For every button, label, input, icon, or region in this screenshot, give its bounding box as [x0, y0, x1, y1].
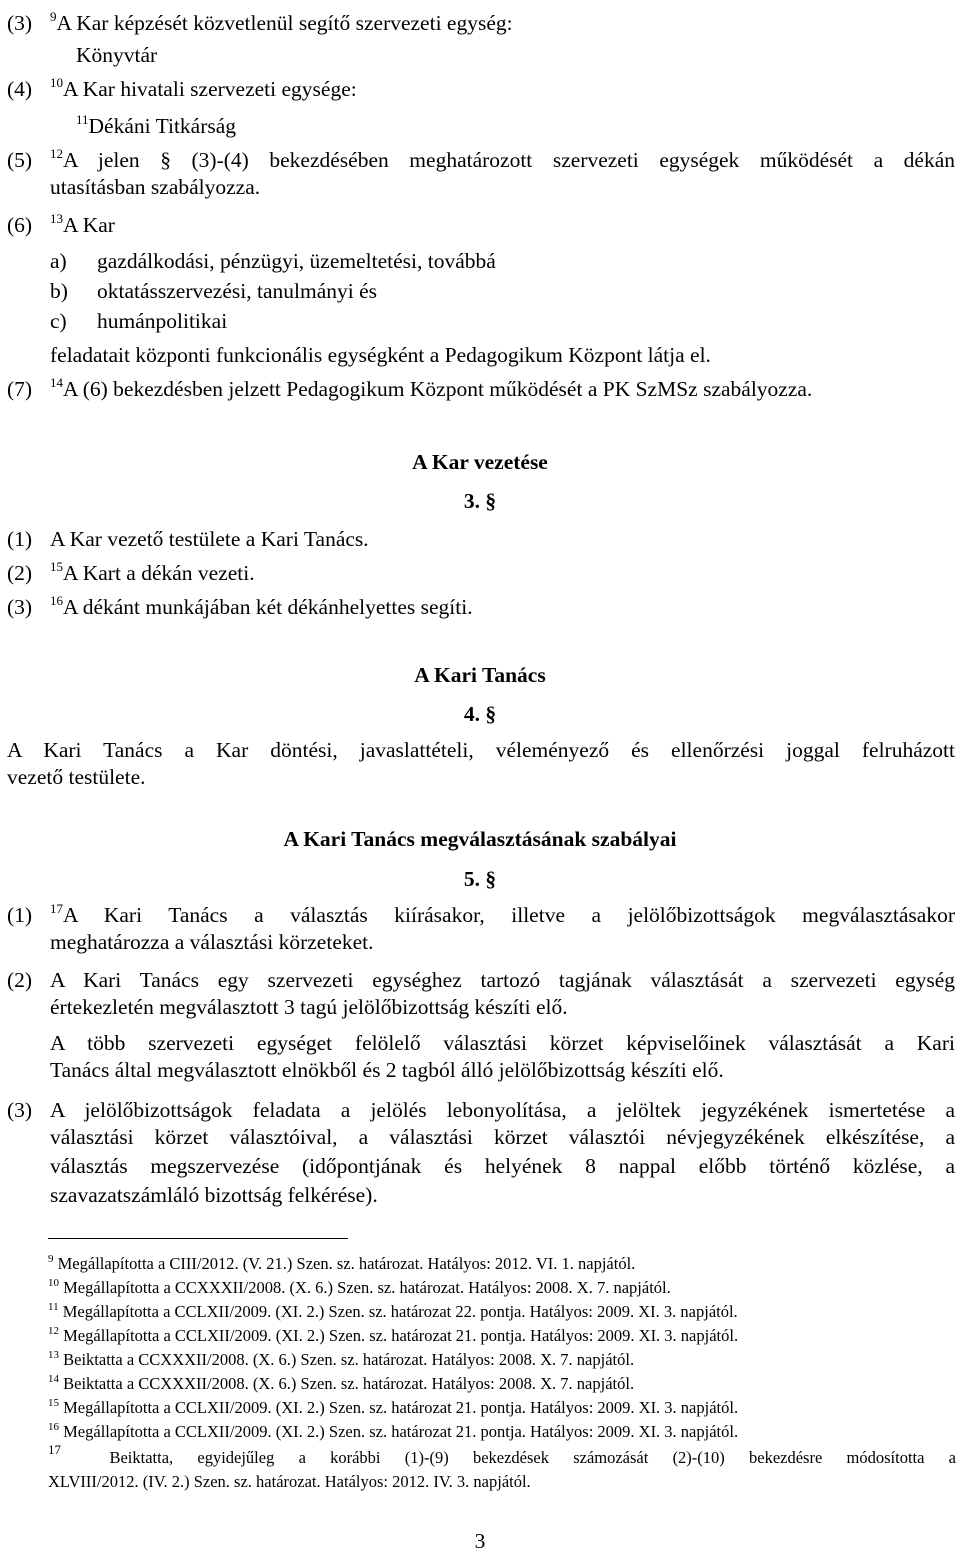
paragraph-line: $^{15}$A Kart a dékán vezeti. — [50, 559, 255, 585]
paragraph-line: választási körzet választóival, a választási körzet választói névjegyzékének elkészítése, a — [50, 1125, 955, 1149]
para-number: (3) — [7, 1098, 33, 1122]
footnote: $^{13}$ Beiktatta a CCXXXII/2008. (X. 6.) Szen. sz. határozat. Hatályos: 2008. X. 7. napjától. — [48, 1349, 635, 1369]
paragraph-line: $^{17}$A Kari Tanács a választás kiírásakor, illetve a jelölőbizottságok megválasztásakor — [50, 901, 955, 927]
footnote: $^{15}$ Megállapította a CCLXII/2009. (XI. 2.) Szen. sz. határozat 21. pontja. Hatályos: 2009. XI. 3. napjától. — [48, 1397, 739, 1417]
paragraph-line: $^{14}$A (6) bekezdésben jelzett Pedagogikum Központ működését a PK SzMSz szabályozza. — [50, 375, 813, 401]
paragraph-line: Könyvtár — [76, 43, 158, 67]
footnote: XLVIII/2012. (IV. 2.) Szen. sz. határozat. Hatályos: 2012. IV. 3. napjától. — [48, 1472, 531, 1491]
para-number: (5) — [7, 148, 33, 172]
list-item: gazdálkodási, pénzügyi, üzemeltetési, továbbá — [97, 249, 496, 273]
footnote-ref[interactable]: 9 — [50, 9, 57, 24]
page-number: 3 — [474, 1529, 486, 1553]
para-number: (7) — [7, 377, 33, 401]
footnote: $^{10}$ Megállapította a CCXXXII/2008. (X. 6.) Szen. sz. határozat. Hatályos: 2008. X. 7. napjától. — [48, 1277, 671, 1297]
para-number: (1) — [7, 903, 33, 927]
list-item-mark: a) — [50, 249, 67, 273]
section-heading: A Kar vezetése — [412, 450, 548, 474]
paragraph-line: $^{10}$A Kar hivatali szervezeti egysége: — [50, 75, 357, 101]
footnote-ref[interactable]: 10 — [50, 75, 63, 90]
list-item-mark: c) — [50, 309, 67, 333]
para-number: (2) — [7, 561, 33, 585]
para-number: (6) — [7, 213, 33, 237]
paragraph-line: $^9$A Kar képzését közvetlenül segítő szervezeti egység: — [50, 9, 513, 35]
footnote: $^{14}$ Beiktatta a CCXXXII/2008. (X. 6.) Szen. sz. határozat. Hatályos: 2008. X. 7. napjától. — [48, 1373, 635, 1393]
footnote-ref[interactable]: 13 — [50, 211, 63, 226]
section-number: 4. § — [463, 702, 497, 726]
para-number: (3) — [7, 11, 33, 35]
paragraph-line: feladatait központi funkcionális egységként a Pedagogikum Központ látja el. — [50, 343, 711, 367]
paragraph-line: $^{13}$A Kar — [50, 211, 115, 237]
footnote-ref[interactable]: 12 — [50, 146, 63, 161]
footnote: $^{16}$ Megállapította a CCLXII/2009. (XI. 2.) Szen. sz. határozat 21. pontja. Hatályos: 2009. XI. 3. napjától. — [48, 1421, 739, 1441]
footnote-ref[interactable]: 11 — [76, 112, 89, 127]
footnote-separator — [48, 1238, 348, 1239]
section-heading: A Kari Tanács megválasztásának szabályai — [283, 827, 677, 851]
paragraph-line: $^{16}$A dékánt munkájában két dékánhelyettes segíti. — [50, 593, 473, 619]
footnote-ref[interactable]: 14 — [50, 375, 63, 390]
section-number: 5. § — [463, 867, 497, 891]
paragraph-line: választás megszervezése (időpontjának és helyének 8 nappal előbb történő közlése, a — [50, 1154, 955, 1178]
footnote: $^9$ Megállapította a CIII/2012. (V. 21.) Szen. sz. határozat. Hatályos: 2012. VI. 1. napjától. — [48, 1253, 636, 1273]
paragraph-line: Tanács által megválasztott elnökből és 2 tagból álló jelölőbizottság készíti elő. — [50, 1058, 724, 1082]
paragraph-line: utasításban szabályozza. — [50, 175, 261, 199]
paragraph-line: A Kari Tanács egy szervezeti egységhez tartozó tagjának választását a szervezeti egység — [50, 968, 955, 992]
paragraph-line: $^{11}$Dékáni Titkárság — [76, 112, 237, 138]
para-number: (2) — [7, 968, 33, 992]
footnote-ref[interactable]: 17 — [50, 901, 63, 916]
para-number: (4) — [7, 77, 33, 101]
footnote: $^{12}$ Megállapította a CCLXII/2009. (XI. 2.) Szen. sz. határozat 21. pontja. Hatályos: 2009. XI. 3. napjától. — [48, 1325, 739, 1345]
footnote: $^{17}$ Beiktatta, egyidejűleg a korábbi (1)-(9) bekezdések számozását (2)-(10) bekezdésre módosította a — [48, 1442, 956, 1467]
footnote-ref[interactable]: 15 — [50, 559, 63, 574]
para-number: (3) — [7, 595, 33, 619]
paragraph-line: meghatározza a választási körzeteket. — [50, 930, 374, 954]
paragraph-line: A Kar vezető testülete a Kari Tanács. — [50, 527, 369, 551]
section-number: 3. § — [463, 489, 497, 513]
paragraph-line: értekezletén megválasztott 3 tagú jelölőbizottság készíti elő. — [50, 995, 568, 1019]
list-item: humánpolitikai — [97, 309, 228, 333]
paragraph-line: vezető testülete. — [7, 765, 146, 789]
para-number: (1) — [7, 527, 33, 551]
paragraph-line: A jelölőbizottságok feladata a jelölés lebonyolítása, a jelöltek jegyzékének ismertetése a — [50, 1098, 955, 1122]
paragraph-line: A több szervezeti egységet felölelő választási körzet képviselőinek választását a Kari — [50, 1031, 955, 1055]
section-heading: A Kari Tanács — [414, 663, 546, 687]
paragraph-line: $^{12}$A jelen § (3)-(4) bekezdésében meghatározott szervezeti egységek működését a dékán — [50, 146, 955, 172]
list-item: oktatásszervezési, tanulmányi és — [97, 279, 377, 303]
list-item-mark: b) — [50, 279, 68, 303]
footnote-ref[interactable]: 16 — [50, 593, 63, 608]
paragraph-line: A Kari Tanács a Kar döntési, javaslattételi, véleményező és ellenőrzési joggal felruházott — [7, 738, 955, 762]
footnote: $^{11}$ Megállapította a CCLXII/2009. (XI. 2.) Szen. sz. határozat 22. pontja. Hatályos: 2009. XI. 3. napjától. — [48, 1301, 738, 1321]
paragraph-line: szavazatszámláló bizottság felkérése). — [50, 1183, 378, 1207]
